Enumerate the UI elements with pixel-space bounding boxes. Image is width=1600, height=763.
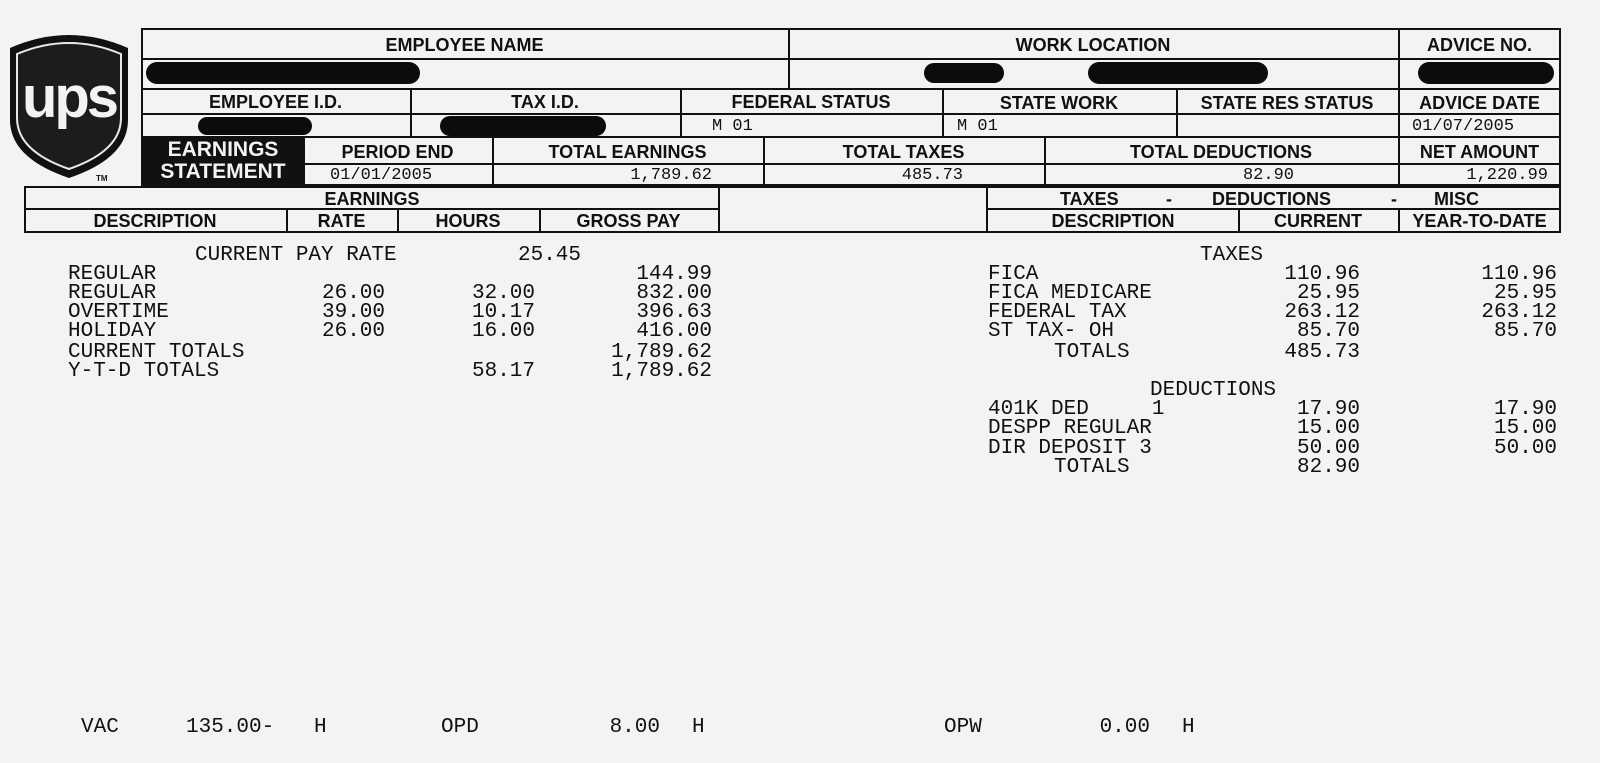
tdm-dash-2: - (1391, 189, 1397, 209)
tdm-deductions-header: DEDUCTIONS (1212, 189, 1332, 209)
deduction-row-ytd: 15.00 (1493, 417, 1557, 440)
deductions-section-title: DEDUCTIONS (1150, 379, 1277, 402)
opw-unit: H (1182, 716, 1195, 739)
opw-value: 0.00 (1099, 716, 1150, 739)
taxes-totals-value: 485.73 (1284, 341, 1360, 364)
current-pay-rate-value: 25.45 (518, 244, 582, 267)
deduction-row-current: 17.90 (1296, 398, 1360, 421)
earnings-row-rate: 39.00 (321, 301, 385, 324)
deduction-row-description: DESPP REGULAR (988, 417, 1152, 440)
total-taxes-label: TOTAL TAXES (842, 142, 965, 162)
earnings-statement-line1: EARNINGS (167, 138, 279, 161)
earnings-row-description: Y-T-D TOTALS (68, 360, 220, 383)
deduction-row-ytd: 50.00 (1493, 437, 1557, 460)
net-amount-value: 1,220.99 (1466, 166, 1548, 185)
federal-status-value: M 01 (712, 117, 753, 136)
deduction-row-current: 15.00 (1296, 417, 1360, 440)
advice-no-label: ADVICE NO. (1426, 35, 1532, 55)
earnings-row-hours: 10.17 (471, 301, 535, 324)
redacted-advice-no (1418, 62, 1554, 84)
redacted-work-location-2 (1088, 62, 1268, 84)
tax-row-current: 85.70 (1296, 320, 1360, 343)
earnings-statement-line2: STATEMENT (160, 160, 286, 183)
earnings-row-hours: 32.00 (471, 282, 535, 305)
earnings-rate-header: RATE (317, 211, 366, 231)
redacted-employee-name (146, 62, 420, 84)
earnings-section-title: EARNINGS (324, 189, 420, 209)
tax-row-ytd: 263.12 (1481, 301, 1557, 324)
logo-text: ups (21, 65, 117, 130)
vac-value: 135.00- (186, 716, 275, 739)
tdm-ytd-header: YEAR-TO-DATE (1412, 211, 1547, 231)
earnings-row-rate: 26.00 (321, 320, 385, 343)
advice-date-value: 01/07/2005 (1412, 117, 1515, 136)
tax-row-current: 110.96 (1284, 263, 1360, 286)
advice-date-label: ADVICE DATE (1419, 93, 1540, 113)
redacted-work-location-1 (924, 63, 1004, 83)
redacted-employee-id (198, 117, 312, 135)
deduction-row-ytd: 17.90 (1493, 398, 1557, 421)
earnings-row-gross-pay: 396.63 (636, 301, 712, 324)
earnings-row-gross-pay: 832.00 (636, 282, 712, 305)
opd-label: OPD (441, 716, 479, 739)
tax-row-ytd: 85.70 (1493, 320, 1557, 343)
current-pay-rate-label: CURRENT PAY RATE (195, 244, 397, 267)
earnings-row-description: OVERTIME (68, 301, 169, 324)
earnings-description-header: DESCRIPTION (93, 211, 217, 231)
earnings-row-gross-pay: 1,789.62 (611, 360, 712, 383)
vac-label: VAC (81, 716, 119, 739)
tax-row-description: FICA MEDICARE (988, 282, 1152, 305)
earnings-row-gross-pay: 1,789.62 (611, 341, 712, 364)
redacted-tax-id (440, 116, 606, 136)
total-deductions-label: TOTAL DEDUCTIONS (1129, 142, 1312, 162)
earnings-hours-header: HOURS (435, 211, 501, 231)
opd-value: 8.00 (609, 716, 660, 739)
state-work-label: STATE WORK (999, 93, 1119, 113)
earnings-row-description: CURRENT TOTALS (68, 341, 245, 364)
total-earnings-label: TOTAL EARNINGS (548, 142, 707, 162)
vac-unit: H (314, 716, 327, 739)
earnings-row-description: REGULAR (68, 263, 157, 286)
period-end-label: PERIOD END (341, 142, 454, 162)
total-taxes-value: 485.73 (901, 166, 963, 185)
tax-row-ytd: 25.95 (1493, 282, 1557, 305)
earnings-row-hours: 58.17 (471, 360, 535, 383)
tax-row-current: 25.95 (1296, 282, 1360, 305)
tax-row-description: FEDERAL TAX (988, 301, 1127, 324)
ups-logo (6, 28, 132, 182)
tdm-misc-header: MISC (1434, 189, 1479, 209)
tdm-dash-1: - (1166, 189, 1172, 209)
total-deductions-value: 82.90 (1242, 166, 1294, 185)
deduction-row-current: 50.00 (1296, 437, 1360, 460)
earnings-statement-banner (141, 136, 305, 186)
tdm-description-header: DESCRIPTION (1051, 211, 1175, 231)
tax-row-description: ST TAX- OH (988, 320, 1115, 343)
deduction-row-description: DIR DEPOSIT 3 (988, 437, 1152, 460)
opd-unit: H (692, 716, 705, 739)
earnings-gross-pay-header: GROSS PAY (576, 211, 681, 231)
deduction-row-description: 401K DED 1 (988, 398, 1165, 421)
taxes-section-title: TAXES (1200, 244, 1264, 267)
earnings-row-rate: 26.00 (321, 282, 385, 305)
net-amount-label: NET AMOUNT (1419, 142, 1540, 162)
tdm-current-header: CURRENT (1274, 211, 1362, 231)
earnings-row-description: HOLIDAY (68, 320, 157, 343)
total-earnings-value: 1,789.62 (630, 166, 712, 185)
opw-label: OPW (944, 716, 982, 739)
earnings-row-description: REGULAR (68, 282, 157, 305)
taxes-totals-label: TOTALS (1054, 341, 1130, 364)
tax-row-description: FICA (988, 263, 1039, 286)
employee-id-label: EMPLOYEE I.D. (208, 92, 343, 112)
period-end-value: 01/01/2005 (330, 166, 433, 185)
federal-status-label: FEDERAL STATUS (731, 92, 891, 112)
tax-row-ytd: 110.96 (1481, 263, 1557, 286)
tax-id-label: TAX I.D. (511, 92, 579, 112)
deductions-totals-label: TOTALS (1054, 456, 1130, 479)
logo-trademark: TM (96, 174, 108, 183)
earnings-row-hours: 16.00 (471, 320, 535, 343)
state-work-value: M 01 (957, 117, 998, 136)
earnings-row-gross-pay: 416.00 (636, 320, 712, 343)
deductions-totals-value: 82.90 (1296, 456, 1360, 479)
tax-row-current: 263.12 (1284, 301, 1360, 324)
employee-name-label: EMPLOYEE NAME (385, 35, 544, 55)
earnings-row-gross-pay: 144.99 (636, 263, 712, 286)
state-res-status-label: STATE RES STATUS (1200, 93, 1374, 113)
tdm-taxes-header: TAXES (1060, 189, 1119, 209)
work-location-label: WORK LOCATION (1015, 35, 1171, 55)
